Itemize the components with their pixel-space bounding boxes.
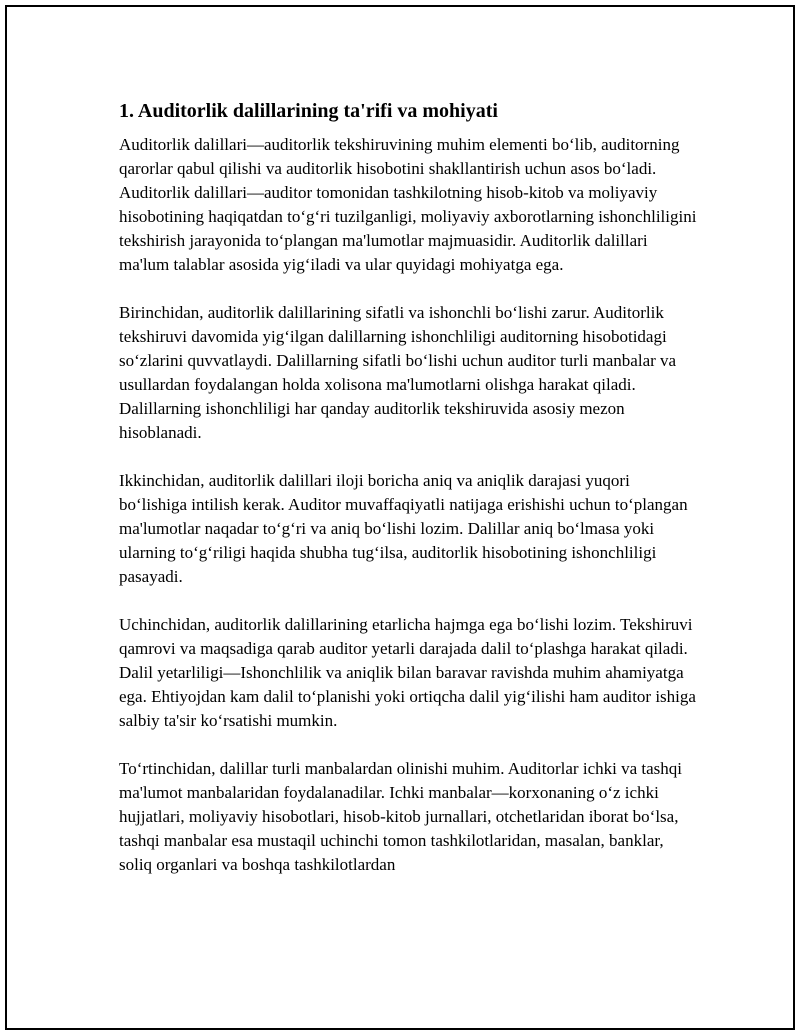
document-body bbox=[119, 99, 699, 901]
paragraph-second: Ikkinchidan, auditorlik dalillari iloji boricha aniq va aniqlik darajasi yuqori bo‘lishiga intilish kerak. Auditor muvaffaqiyatli natijaga erishishi uchun to‘plangan ma'lumotlar naqadar to‘g‘ri va aniq bo‘lishi lozim. Dalillar aniq bo‘lmasa yoki ularning to‘g‘riligi haqida shubha tug‘ilsa, auditorlik hisobotining ishonchliligi pasayadi. bbox=[119, 471, 688, 586]
paragraph-third: Uchinchidan, auditorlik dalillarining etarlicha hajmga ega bo‘lishi lozim. Tekshiruvi qamrovi va maqsadiga qarab auditor yetarli darajada dalil to‘plashga harakat qiladi. Dalil yetarliligi—Ishonchlilik va aniqlik bilan baravar ravishda muhim ahamiyatga ega. Ehtiyojdan kam dalil to‘planishi yoki ortiqcha dalil yig‘ilishi ham auditor ishiga salbiy ta'sir ko‘rsatishi mumkin. bbox=[119, 615, 696, 730]
paragraph-intro: Auditorlik dalillari—auditorlik tekshiruvining muhim elementi bo‘lib, auditorning qarorlar qabul qilishi va auditorlik hisobotini shakllantirish uchun asos bo‘ladi. Auditorlik dalillari—auditor tomonidan tashkilotning hisob-kitob va moliyaviy hisobotining haqiqatdan to‘g‘ri tuzilganligi, moliyaviy axborotlarning ishonchliligini tekshirish jarayonida to‘plangan ma'lumotlar majmuasidir. Auditorlik dalillari ma'lum talablar asosida yig‘iladi va ular quyidagi mohiyatga ega. bbox=[119, 135, 697, 274]
document-page bbox=[5, 5, 795, 1030]
paragraph-fourth: To‘rtinchidan, dalillar turli manbalardan olinishi muhim. Auditorlar ichki va tashqi ma'lumot manbalaridan foydalanadilar. Ichki manbalar—korxonaning o‘z ichki hujjatlari, moliyaviy hisobotlari, hisob-kitob jurnallari, otchetlaridan iborat bo‘lsa, tashqi manbalar esa mustaqil uchinchi tomon tashkilotlaridan, masalan, banklar, soliq organlari va boshqa tashkilotlardan bbox=[119, 759, 682, 874]
paragraph-first: Birinchidan, auditorlik dalillarining sifatli va ishonchli bo‘lishi zarur. Auditorlik tekshiruvi davomida yig‘ilgan dalillarning ishonchliligi auditorning hisobotidagi so‘zlarini quvvatlaydi. Dalillarning sifatli bo‘lishi uchun auditor turli manbalar va usullardan foydalangan holda xolisona ma'lumotlarni olishga harakat qiladi. Dalillarning ishonchliligi har qanday auditorlik tekshiruvida asosiy mezon hisoblanadi. bbox=[119, 303, 677, 442]
section-heading: 1. Auditorlik dalillarining ta'rifi va mohiyati bbox=[119, 100, 498, 122]
